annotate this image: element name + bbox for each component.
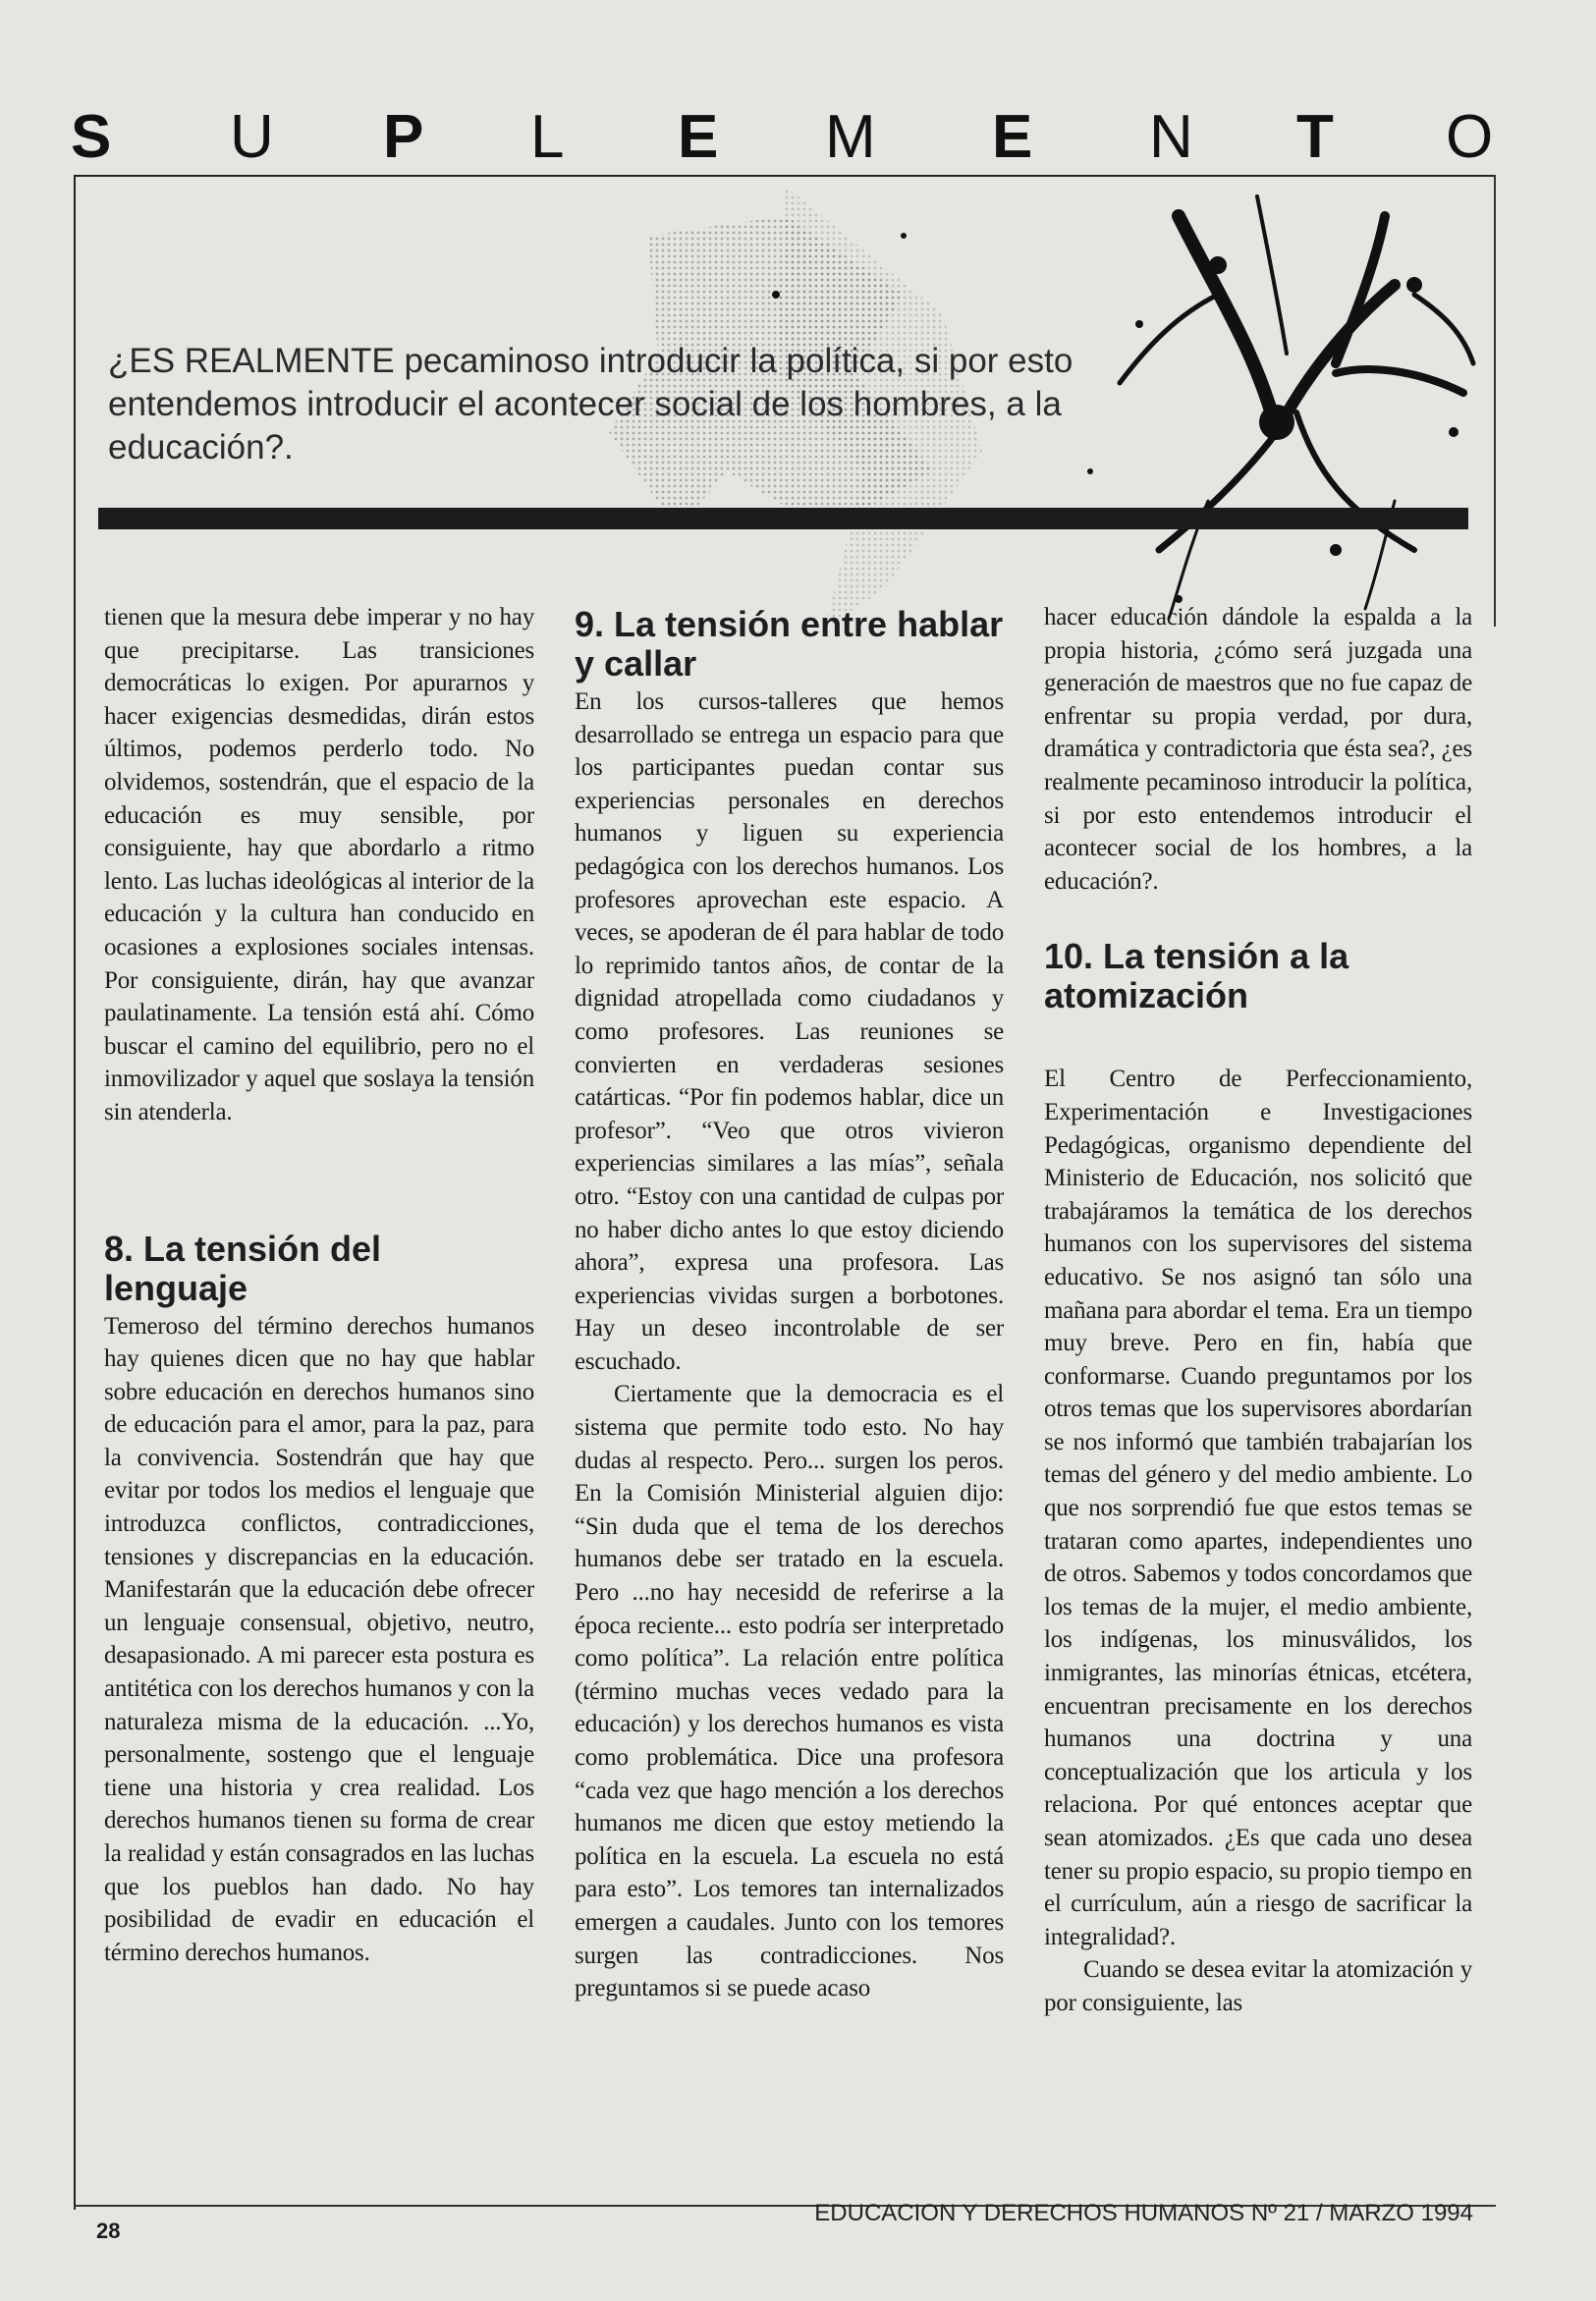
section-divider-bar xyxy=(98,508,1468,529)
column-3 xyxy=(1044,601,1472,2020)
paragraph: hacer educación dándole la espalda a la propia historia, ¿cómo será juzgada una generación de maestros que no fue capaz de enfrentar su propia verdad, por dura, dramática y contradictoria que ésta sea?, ¿es realmente pecaminoso introducir la política, si por esto entendemos introducir el acontecer social de los hombres, a la educación?. xyxy=(1044,604,1472,895)
masthead xyxy=(0,98,1596,177)
masthead-letter: U xyxy=(230,103,274,171)
paragraph: Cuando se desea evitar la atomización y por consiguiente, las xyxy=(1044,1956,1472,2016)
paragraph: En los cursos-talleres que hemos desarrollado se entrega un espacio para que los participantes puedan contar sus experiencias personales en derechos humanos y liguen su experiencia pedagógica con los derechos humanos. Los profesores aprovechan este espacio. A veces, se apoderan de él para hablar de todo lo reprimido tantos años, de contar de la dignidad atropellada como ciudadanos y como profesores. Las reuniones se convierten en verdaderas sesiones catárticas. “Por fin podemos hablar, dice un profesor”. “Veo que otros vivieron experiencias similares a las mías”, señala otro. “Estoy con una cantidad de culpas por no haber dicho antes lo que estoy diciendo ahora”, expresa una profesora. Las experiencias vividas surgen a borbotones. Hay un deseo incontrolable de ser escuchado. xyxy=(575,688,1004,1375)
section-heading: 9. La tensión entre hablar y callar xyxy=(575,604,1004,684)
masthead-letter: L xyxy=(530,103,565,171)
masthead-letter: E xyxy=(678,103,719,171)
frame-left-rule xyxy=(74,175,76,2210)
paragraph: Ciertamente que la democracia es el sistema que permite todo esto. No hay dudas al respecto. Pero... surgen los peros. En la Comisión Ministerial alguien dijo: “Sin duda que el tema de los derechos humanos debe ser tratado en la escuela. Pero ...no hay necesidd de referirse a la época reciente... esto podría ser interpretado como política”. La relación entre política (término muchas veces vedado para la educación) y los derechos humanos es vista como problemática. Dice una profesora “cada vez que hago mención a los derechos humanos me dicen que estoy metiendo la política en la escuela. La escuela no está para esto”. Los temores tan internalizados emergen a caudales. Junto con los temores surgen las contradicciones. Nos preguntamos si se puede acaso xyxy=(575,1381,1004,2002)
section-heading: 10. La tensión a la atomización xyxy=(1044,936,1349,1016)
masthead-letter: S xyxy=(71,103,112,171)
masthead-letter: P xyxy=(383,103,424,171)
pull-quote: ¿ES REALMENTE pecaminoso introducir la política, si por esto entendemos introducir el acontecer social de los hombres, a la educación?. xyxy=(108,342,1073,466)
paragraph: Temeroso del término derechos humanos hay quienes dicen que no hay que hablar sobre educación en derechos humanos sino de educación para el amor, para la paz, para la convivencia. Sostendrán que hay que evitar por todos los medios el lenguaje que introduzca conflictos, contradicciones, tensiones y discrepancias en la educación. Manifestarán que la educación debe ofrecer un lenguaje consensual, objetivo, neutro, desapasionado. A mi parecer esta postura es antitética con los derechos humanos y con la naturaleza misma de la educación. ...Yo, personalmente, sostengo que el lenguaje tiene una historia y crea realidad. Los derechos humanos tienen su forma de crear la realidad y están consagrados en las luchas que los pueblos han dado. No hay posibilidad de evadir en educación el término derechos humanos. xyxy=(104,1312,534,1966)
column-1 xyxy=(104,601,534,1969)
paragraph: tienen que la mesura debe imperar y no hay que precipitarse. Las transiciones democráticas lo exigen. Por apurarnos y hacer exigencias desmedidas, dirán estos últimos, podemos perderlo todo. No olvidemos, sostendrán, que el espacio de la educación es muy sensible, por consiguiente, hay que abordarlo a ritmo lento. Las luchas ideológicas al interior de la educación y la cultura han conducido en ocasiones a explosiones sociales intensas. Por consiguiente, dirán, hay que avanzar paulatinamente. La tensión está ahí. Cómo buscar el camino del equilibrio, pero no el inmovilizador y aquel que soslaya la tensión sin atenderla. xyxy=(104,604,534,1125)
masthead-letter: T xyxy=(1296,103,1334,171)
masthead-letter: E xyxy=(992,103,1033,171)
section-heading: 8. La tensión del lenguaje xyxy=(104,1228,382,1308)
masthead-letter: M xyxy=(825,103,876,171)
masthead-letter: O xyxy=(1446,103,1494,171)
masthead-letter: N xyxy=(1149,103,1193,171)
publication-footer: EDUCACION Y DERECHOS HUMANOS Nº 21 / MARZO 1994 xyxy=(814,2200,1473,2226)
paragraph: El Centro de Perfeccionamiento, Experimentación e Investigaciones Pedagógicas, organismo dependiente del Ministerio de Educación, nos solicitó que trabajáramos la temática de los derechos humanos con los supervisores del sistema educativo. Se nos asignó tan sólo una mañana para abordar el tema. Era un tiempo muy breve. Pero en fin, había que conformarse. Cuando preguntamos por los otros temas que los supervisores abordarían se nos informó que también trabajarían los temas del género y del medio ambiente. Lo que nos sorprendió fue que estos temas se trataran como apartes, independientes uno de otros. Sabemos y todos concordamos que los temas de la mujer, el medio ambiente, los indígenas, los minusválidos, los inmigrantes, las minorías étnicas, etcétera, encuentran precisamente en los derechos humanos una doctrina y una conceptualización que los articula y los relaciona. Por qué entonces aceptar que sean atomizados. ¿Es que cada uno desea tener su propio espacio, su propio tiempo en el currículum, aún a riesgo de sacrificar la integralidad?. xyxy=(1044,1066,1472,1950)
frame-right-rule xyxy=(1494,175,1496,627)
column-2 xyxy=(575,601,1004,2005)
page-number: 28 xyxy=(96,2219,121,2243)
